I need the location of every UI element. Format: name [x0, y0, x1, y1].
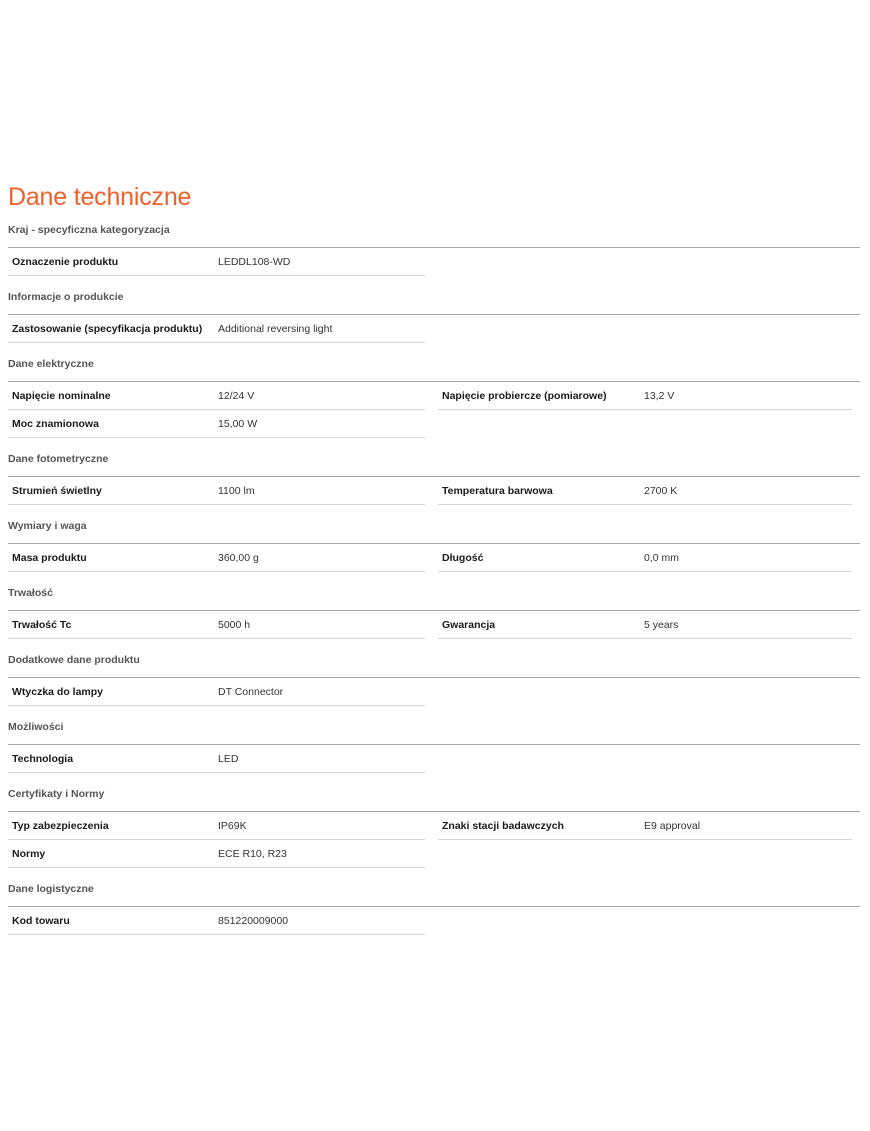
table-row [8, 410, 860, 438]
section-rows [8, 382, 860, 442]
spec-pair [8, 315, 425, 343]
spec-pair [8, 477, 425, 505]
spec-label: Temperatura barwowa [442, 484, 553, 497]
spec-value: 5 years [644, 618, 679, 631]
section-rows [8, 477, 860, 509]
spec-pair [438, 382, 852, 410]
spec-label: Oznaczenie produktu [12, 255, 119, 268]
spec-value: 851220009000 [218, 914, 289, 927]
section-rows [8, 678, 860, 710]
section-spacer [8, 438, 860, 442]
section-heading: Dane elektryczne [8, 347, 860, 382]
spec-value: 15,00 W [218, 417, 258, 430]
section-heading: Dane logistyczne [8, 872, 860, 907]
spec-label: Gwarancja [442, 618, 496, 631]
table-row [8, 678, 860, 706]
spec-label: Kod towaru [12, 914, 70, 927]
section-spacer [8, 868, 860, 872]
spec-pair [438, 544, 852, 572]
spec-pair [8, 812, 425, 840]
spec-pair [8, 907, 425, 935]
spec-pair [8, 248, 425, 276]
spec-value: 12/24 V [218, 389, 255, 402]
section-spacer [8, 572, 860, 576]
table-row [8, 248, 860, 276]
section-spacer [8, 639, 860, 643]
spec-label: Trwałość Tc [12, 618, 72, 631]
spec-pair [8, 611, 425, 639]
spec-value: ECE R10, R23 [218, 847, 287, 860]
spec-value: E9 approval [644, 819, 701, 832]
spec-pair [8, 678, 425, 706]
spec-value: 13,2 V [644, 389, 675, 402]
section-rows [8, 907, 860, 939]
spec-pair [438, 477, 852, 505]
spec-label: Napięcie nominalne [12, 389, 111, 402]
spec-label: Znaki stacji badawczych [442, 819, 564, 832]
section-rows [8, 812, 860, 872]
sections-container [8, 213, 860, 939]
spec-value: IP69K [218, 819, 247, 832]
table-row [8, 477, 860, 505]
section-heading: Trwałość [8, 576, 860, 611]
table-row [8, 611, 860, 639]
section-rows [8, 745, 860, 777]
spec-label: Masa produktu [12, 551, 87, 564]
spec-value: 0,0 mm [644, 551, 680, 564]
table-row [8, 745, 860, 773]
section-heading: Kraj - specyficzna kategoryzacja [8, 213, 860, 248]
section-spacer [8, 706, 860, 710]
spec-value: LEDDL108-WD [218, 255, 291, 268]
section-heading: Dodatkowe dane produktu [8, 643, 860, 678]
section-heading: Certyfikaty i Normy [8, 777, 860, 812]
spec-pair [8, 840, 425, 868]
spec-value: LED [218, 752, 239, 765]
section-spacer [8, 505, 860, 509]
technical-data-page [8, 181, 860, 939]
spec-label: Strumień świetlny [12, 484, 102, 497]
spec-value: 5000 h [218, 618, 251, 631]
spec-label: Napięcie probiercze (pomiarowe) [442, 389, 607, 402]
spec-label: Typ zabezpieczenia [12, 819, 109, 832]
section-heading: Dane fotometryczne [8, 442, 860, 477]
spec-pair [8, 745, 425, 773]
spec-label: Zastosowanie (specyfikacja produktu) [12, 322, 203, 335]
section-spacer [8, 276, 860, 280]
section-rows [8, 248, 860, 280]
table-row [8, 315, 860, 343]
table-row [8, 840, 860, 868]
spec-value: 1100 lm [218, 484, 255, 497]
spec-pair [8, 544, 425, 572]
table-row [8, 812, 860, 840]
spec-pair [438, 812, 852, 840]
spec-label: Wtyczka do lampy [12, 685, 104, 698]
page-title: Dane techniczne [8, 183, 192, 211]
section-rows [8, 315, 860, 347]
spec-value: 360,00 g [218, 551, 259, 564]
section-spacer [8, 773, 860, 777]
spec-pair [8, 382, 425, 410]
table-row [8, 382, 860, 410]
spec-pair [8, 410, 425, 438]
section-heading: Informacje o produkcie [8, 280, 860, 315]
table-row [8, 907, 860, 935]
spec-label: Moc znamionowa [12, 417, 99, 430]
spec-pair [438, 611, 852, 639]
spec-label: Normy [12, 847, 46, 860]
table-row [8, 544, 860, 572]
section-spacer [8, 935, 860, 939]
section-heading: Możliwości [8, 710, 860, 745]
section-heading: Wymiary i waga [8, 509, 860, 544]
section-rows [8, 544, 860, 576]
section-rows [8, 611, 860, 643]
section-spacer [8, 343, 860, 347]
spec-label: Technologia [12, 752, 74, 765]
spec-value: DT Connector [218, 685, 284, 698]
spec-value: 2700 K [644, 484, 678, 497]
spec-value: Additional reversing light [218, 322, 333, 335]
spec-label: Długość [442, 551, 484, 564]
